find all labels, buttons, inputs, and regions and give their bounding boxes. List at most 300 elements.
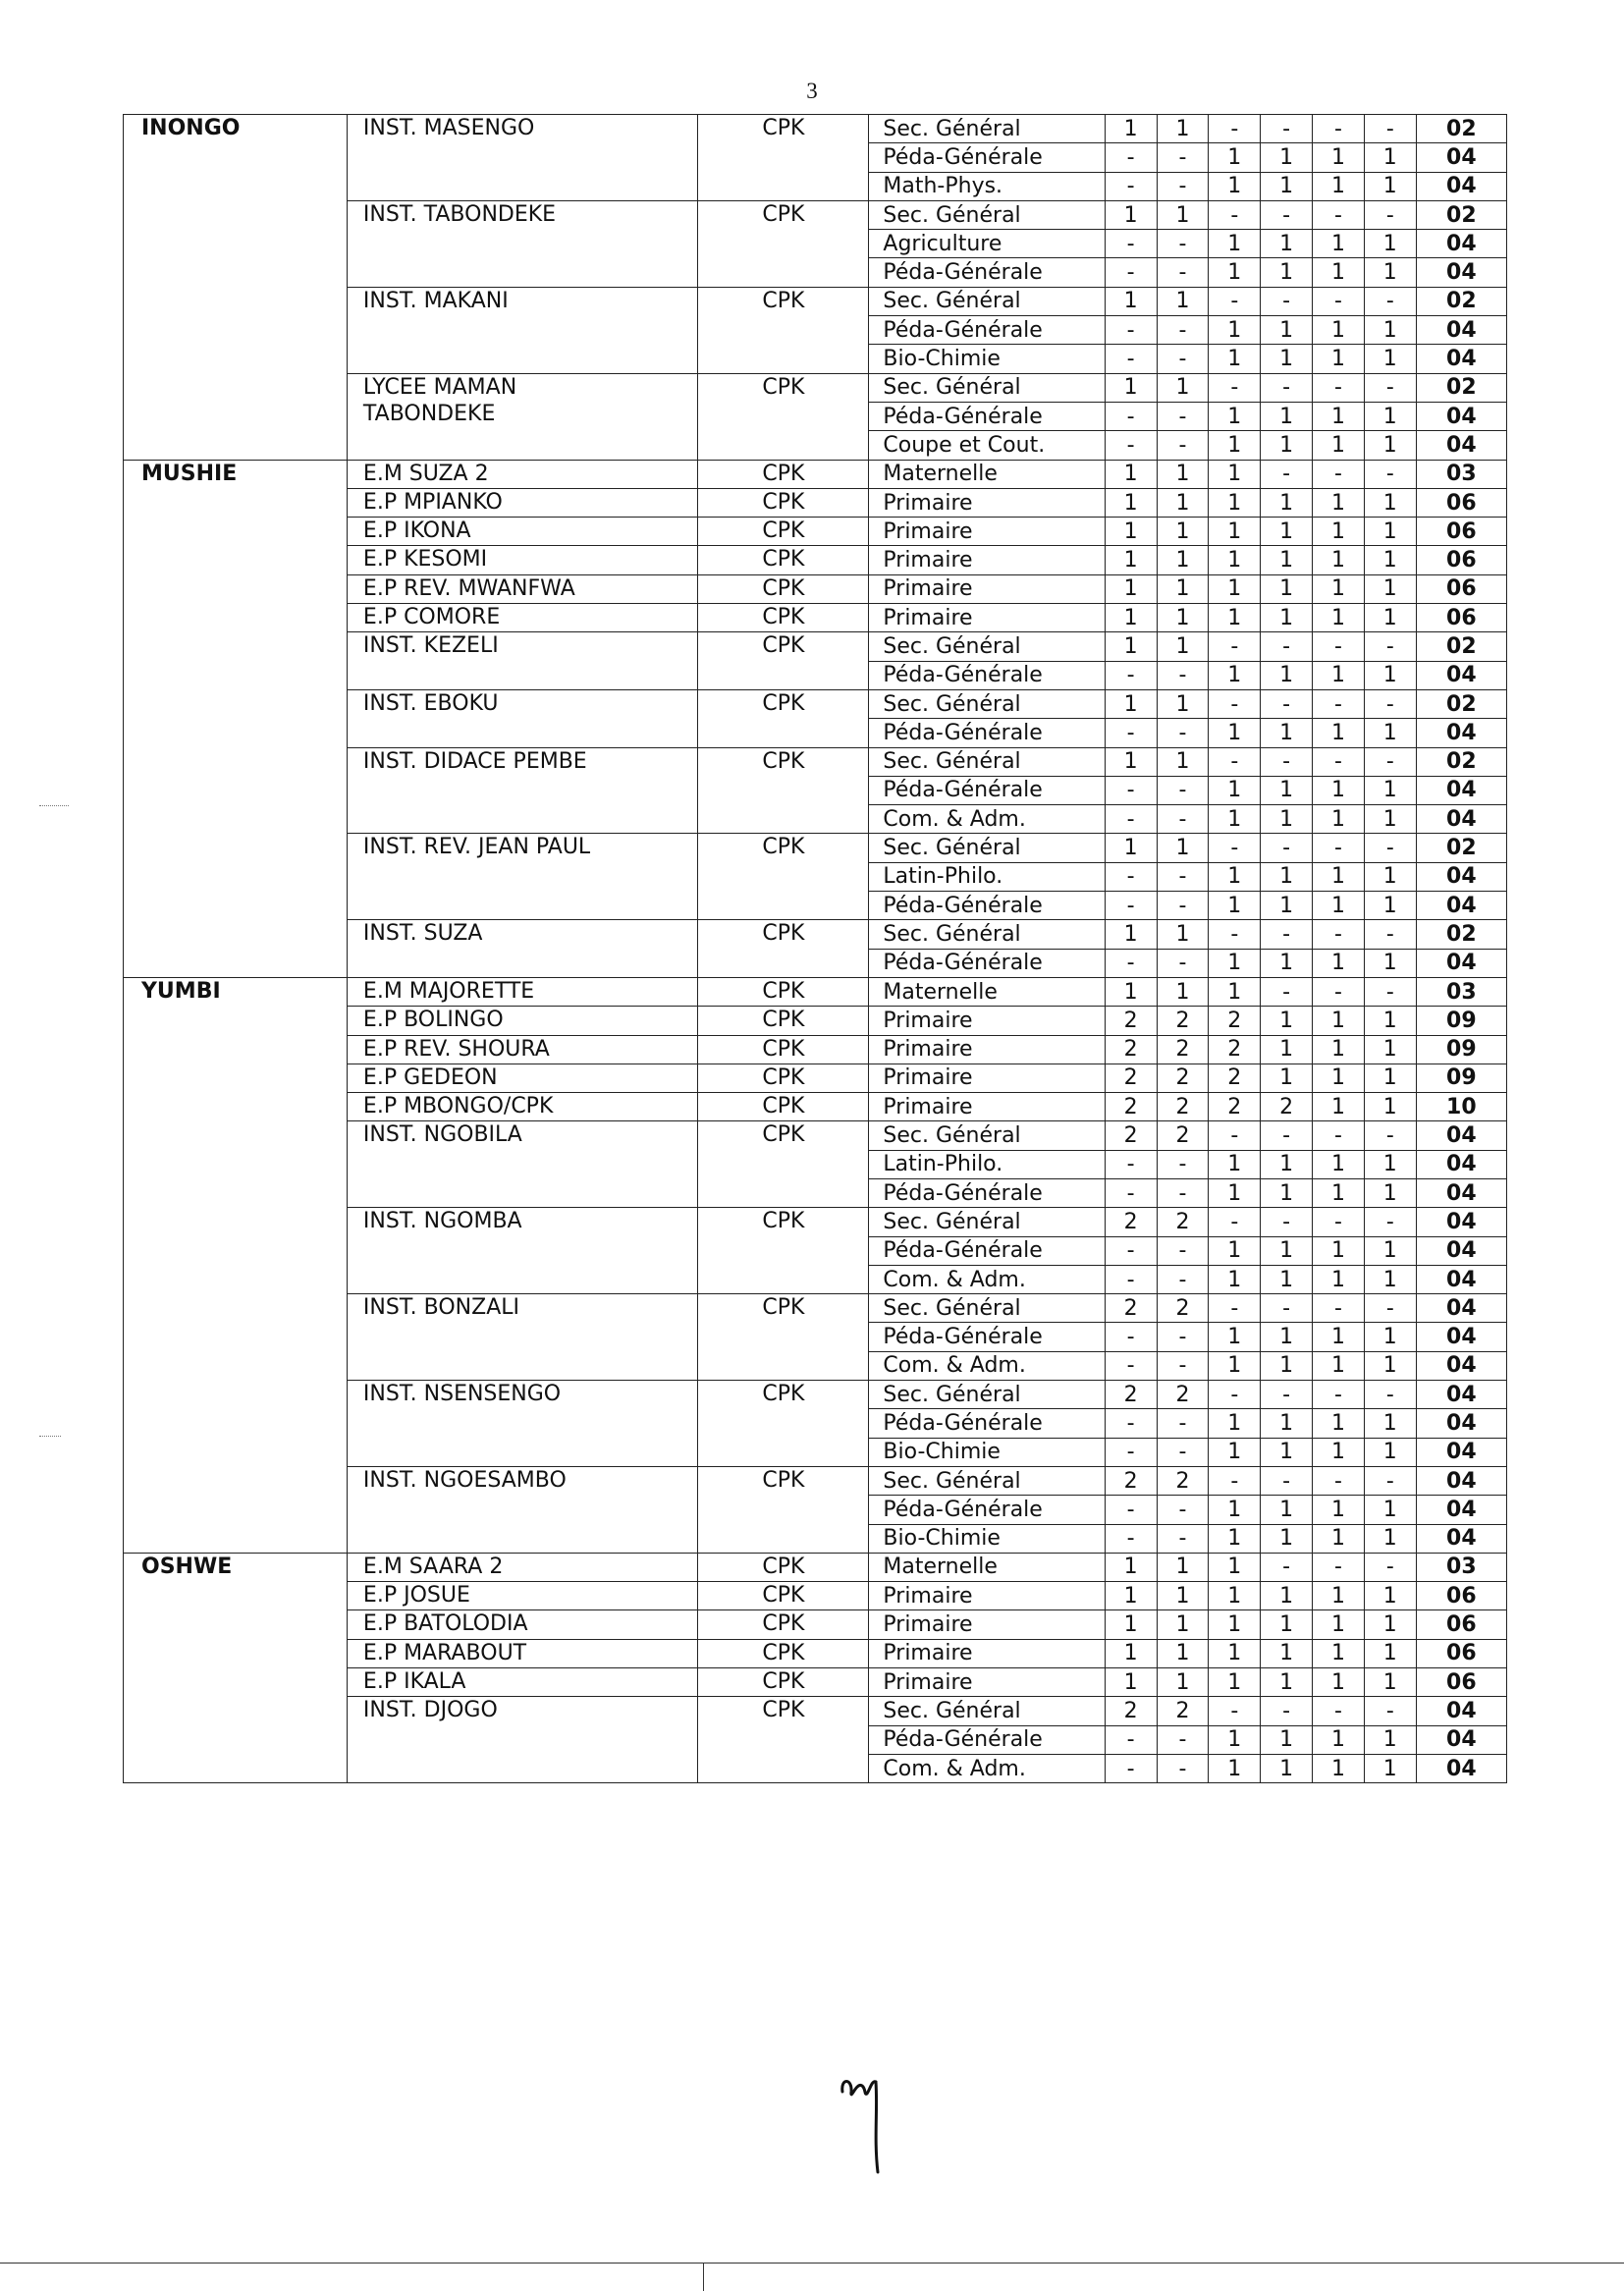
class-count-1: 1 bbox=[1105, 1610, 1157, 1639]
class-count-3: 2 bbox=[1209, 1064, 1261, 1092]
class-count-1: - bbox=[1105, 1351, 1157, 1380]
class-count-5: - bbox=[1313, 834, 1365, 862]
class-count-3: - bbox=[1209, 1697, 1261, 1725]
class-count-6: 1 bbox=[1364, 1668, 1416, 1697]
class-count-5: 1 bbox=[1313, 1035, 1365, 1064]
class-count-1: 1 bbox=[1105, 460, 1157, 488]
school-name bbox=[347, 920, 697, 978]
row-total: 04 bbox=[1416, 1725, 1506, 1754]
class-count-2: 1 bbox=[1157, 1639, 1209, 1667]
option-name: Primaire bbox=[869, 1093, 1105, 1121]
row-total: 06 bbox=[1416, 1582, 1506, 1610]
class-count-4: - bbox=[1261, 1121, 1313, 1150]
class-count-1: - bbox=[1105, 316, 1157, 345]
class-count-3: 1 bbox=[1209, 574, 1261, 603]
district-name: MUSHIE bbox=[124, 460, 348, 977]
school-name-line: E.P JOSUE bbox=[362, 1583, 470, 1609]
row-total: 04 bbox=[1416, 1351, 1506, 1380]
school-regime: CPK bbox=[698, 574, 869, 603]
class-count-6: 1 bbox=[1364, 1265, 1416, 1293]
class-count-4: 1 bbox=[1261, 402, 1313, 430]
class-count-5: 1 bbox=[1313, 1007, 1365, 1035]
option-name: Péda-Générale bbox=[869, 776, 1105, 804]
class-count-6: 1 bbox=[1364, 345, 1416, 373]
class-count-5: 1 bbox=[1313, 661, 1365, 689]
class-count-3: 1 bbox=[1209, 1553, 1261, 1581]
school-name-line: E.P MARABOUT bbox=[362, 1640, 527, 1665]
class-count-6: - bbox=[1364, 1553, 1416, 1581]
class-count-5: 1 bbox=[1313, 862, 1365, 891]
option-name: Primaire bbox=[869, 1582, 1105, 1610]
option-name: Math-Phys. bbox=[869, 172, 1105, 200]
class-count-6: 1 bbox=[1364, 488, 1416, 517]
class-count-5: - bbox=[1313, 1294, 1365, 1323]
row-total: 04 bbox=[1416, 316, 1506, 345]
class-count-5: 1 bbox=[1313, 172, 1365, 200]
class-count-6: 1 bbox=[1364, 719, 1416, 747]
class-count-4: - bbox=[1261, 1697, 1313, 1725]
school-regime: CPK bbox=[698, 546, 869, 574]
class-count-5: 1 bbox=[1313, 574, 1365, 603]
school-name-line: E.P IKONA bbox=[362, 518, 471, 544]
table-row bbox=[124, 1553, 1507, 1581]
option-name: Péda-Générale bbox=[869, 1725, 1105, 1754]
class-count-6: 1 bbox=[1364, 1323, 1416, 1351]
school-name-line: INST. SUZA bbox=[362, 921, 483, 947]
class-count-1: 2 bbox=[1105, 1121, 1157, 1150]
class-count-6: - bbox=[1364, 1697, 1416, 1725]
class-count-6: - bbox=[1364, 200, 1416, 229]
margin-mark bbox=[39, 805, 69, 806]
class-count-6: - bbox=[1364, 1381, 1416, 1409]
row-total: 09 bbox=[1416, 1007, 1506, 1035]
class-count-3: - bbox=[1209, 834, 1261, 862]
school-name bbox=[347, 460, 697, 488]
class-count-1: 1 bbox=[1105, 1582, 1157, 1610]
class-count-6: 1 bbox=[1364, 776, 1416, 804]
school-name-line: INST. TABONDEKE bbox=[362, 201, 557, 227]
class-count-5: 1 bbox=[1313, 1582, 1365, 1610]
school-regime: CPK bbox=[698, 747, 869, 834]
option-name: Sec. Général bbox=[869, 1697, 1105, 1725]
option-name: Sec. Général bbox=[869, 920, 1105, 949]
school-regime: CPK bbox=[698, 1582, 869, 1610]
option-name: Sec. Général bbox=[869, 1294, 1105, 1323]
class-count-4: 1 bbox=[1261, 892, 1313, 920]
school-name bbox=[347, 1121, 697, 1208]
class-count-2: 2 bbox=[1157, 1697, 1209, 1725]
class-count-4: 1 bbox=[1261, 546, 1313, 574]
class-count-2: 2 bbox=[1157, 1121, 1209, 1150]
class-count-2: - bbox=[1157, 402, 1209, 430]
class-count-6: - bbox=[1364, 689, 1416, 718]
class-count-3: 1 bbox=[1209, 1524, 1261, 1553]
class-count-4: - bbox=[1261, 460, 1313, 488]
class-count-5: 1 bbox=[1313, 1754, 1365, 1782]
class-count-2: - bbox=[1157, 143, 1209, 172]
school-name-line: INST. NGOESAMBO bbox=[362, 1467, 567, 1493]
class-count-3: 1 bbox=[1209, 431, 1261, 460]
class-count-5: - bbox=[1313, 1466, 1365, 1495]
class-count-2: - bbox=[1157, 661, 1209, 689]
class-count-1: - bbox=[1105, 230, 1157, 258]
class-count-6: 1 bbox=[1364, 1178, 1416, 1207]
school-name-line: INST. NGOMBA bbox=[362, 1209, 522, 1234]
option-name: Sec. Général bbox=[869, 115, 1105, 143]
class-count-2: 1 bbox=[1157, 574, 1209, 603]
row-total: 04 bbox=[1416, 661, 1506, 689]
school-name-line: INST. DJOGO bbox=[362, 1698, 498, 1723]
option-name: Péda-Générale bbox=[869, 661, 1105, 689]
row-total: 06 bbox=[1416, 604, 1506, 632]
option-name: Péda-Générale bbox=[869, 1409, 1105, 1438]
class-count-5: - bbox=[1313, 632, 1365, 661]
option-name: Com. & Adm. bbox=[869, 805, 1105, 834]
class-count-4: - bbox=[1261, 1208, 1313, 1236]
class-count-3: 1 bbox=[1209, 143, 1261, 172]
class-count-3: 1 bbox=[1209, 977, 1261, 1006]
class-count-6: - bbox=[1364, 1294, 1416, 1323]
row-total: 04 bbox=[1416, 172, 1506, 200]
class-count-6: - bbox=[1364, 834, 1416, 862]
class-count-6: - bbox=[1364, 920, 1416, 949]
class-count-1: 1 bbox=[1105, 834, 1157, 862]
class-count-4: - bbox=[1261, 1381, 1313, 1409]
class-count-3: - bbox=[1209, 920, 1261, 949]
school-name-line: E.P GEDEON bbox=[362, 1064, 498, 1090]
class-count-3: - bbox=[1209, 373, 1261, 402]
row-total: 04 bbox=[1416, 258, 1506, 287]
class-count-3: 1 bbox=[1209, 1178, 1261, 1207]
option-name: Sec. Général bbox=[869, 200, 1105, 229]
row-total: 04 bbox=[1416, 431, 1506, 460]
class-count-3: 1 bbox=[1209, 1668, 1261, 1697]
class-count-5: - bbox=[1313, 1553, 1365, 1581]
school-name bbox=[347, 1381, 697, 1467]
school-name bbox=[347, 834, 697, 920]
class-count-2: 1 bbox=[1157, 747, 1209, 776]
class-count-3: 1 bbox=[1209, 1438, 1261, 1466]
class-count-6: 1 bbox=[1364, 1754, 1416, 1782]
school-name bbox=[347, 977, 697, 1006]
class-count-2: - bbox=[1157, 1754, 1209, 1782]
option-name: Maternelle bbox=[869, 977, 1105, 1006]
school-name-line: E.P BATOLODIA bbox=[362, 1611, 528, 1637]
row-total: 02 bbox=[1416, 287, 1506, 315]
class-count-5: 1 bbox=[1313, 776, 1365, 804]
school-regime: CPK bbox=[698, 977, 869, 1006]
class-count-1: 1 bbox=[1105, 920, 1157, 949]
class-count-2: - bbox=[1157, 1178, 1209, 1207]
row-total: 04 bbox=[1416, 892, 1506, 920]
class-count-4: 1 bbox=[1261, 345, 1313, 373]
class-count-1: 1 bbox=[1105, 488, 1157, 517]
class-count-3: 1 bbox=[1209, 1639, 1261, 1667]
class-count-1: 2 bbox=[1105, 1697, 1157, 1725]
class-count-5: 1 bbox=[1313, 949, 1365, 977]
option-name: Maternelle bbox=[869, 460, 1105, 488]
class-count-6: 1 bbox=[1364, 546, 1416, 574]
class-count-6: 1 bbox=[1364, 1639, 1416, 1667]
class-count-1: 1 bbox=[1105, 1639, 1157, 1667]
class-count-4: - bbox=[1261, 977, 1313, 1006]
row-total: 04 bbox=[1416, 1409, 1506, 1438]
class-count-5: - bbox=[1313, 920, 1365, 949]
school-regime: CPK bbox=[698, 1610, 869, 1639]
class-count-4: 1 bbox=[1261, 1438, 1313, 1466]
class-count-1: - bbox=[1105, 1236, 1157, 1265]
class-count-3: - bbox=[1209, 1121, 1261, 1150]
class-count-2: 2 bbox=[1157, 1035, 1209, 1064]
class-count-6: - bbox=[1364, 1466, 1416, 1495]
option-name: Latin-Philo. bbox=[869, 862, 1105, 891]
class-count-5: 1 bbox=[1313, 1236, 1365, 1265]
class-count-6: 1 bbox=[1364, 1236, 1416, 1265]
school-regime: CPK bbox=[698, 689, 869, 747]
class-count-6: - bbox=[1364, 460, 1416, 488]
class-count-4: 1 bbox=[1261, 1524, 1313, 1553]
class-count-6: 1 bbox=[1364, 1035, 1416, 1064]
row-total: 06 bbox=[1416, 1639, 1506, 1667]
school-name-line: INST. KEZELI bbox=[362, 633, 499, 659]
class-count-2: 2 bbox=[1157, 1208, 1209, 1236]
class-count-5: 1 bbox=[1313, 1524, 1365, 1553]
class-count-1: 1 bbox=[1105, 518, 1157, 546]
class-count-1: 1 bbox=[1105, 287, 1157, 315]
class-count-3: - bbox=[1209, 1208, 1261, 1236]
row-total: 04 bbox=[1416, 1178, 1506, 1207]
class-count-1: 2 bbox=[1105, 1294, 1157, 1323]
class-count-3: 1 bbox=[1209, 460, 1261, 488]
school-regime: CPK bbox=[698, 1093, 869, 1121]
class-count-3: - bbox=[1209, 115, 1261, 143]
class-count-4: 1 bbox=[1261, 949, 1313, 977]
class-count-1: - bbox=[1105, 1496, 1157, 1524]
class-count-4: 1 bbox=[1261, 1610, 1313, 1639]
school-name bbox=[347, 1035, 697, 1064]
school-name-line: INST. NSENSENGO bbox=[362, 1382, 562, 1407]
school-name-line: E.P REV. MWANFWA bbox=[362, 575, 575, 601]
school-name-line: E.P IKALA bbox=[362, 1669, 466, 1695]
class-count-4: 1 bbox=[1261, 805, 1313, 834]
school-regime: CPK bbox=[698, 1064, 869, 1092]
school-name bbox=[347, 1553, 697, 1581]
class-count-5: 1 bbox=[1313, 1323, 1365, 1351]
row-total: 04 bbox=[1416, 1466, 1506, 1495]
option-name: Sec. Général bbox=[869, 1121, 1105, 1150]
class-count-5: - bbox=[1313, 1121, 1365, 1150]
class-count-3: 1 bbox=[1209, 1265, 1261, 1293]
class-count-6: 1 bbox=[1364, 431, 1416, 460]
class-count-2: - bbox=[1157, 1150, 1209, 1178]
row-total: 04 bbox=[1416, 776, 1506, 804]
class-count-5: 1 bbox=[1313, 1725, 1365, 1754]
school-name bbox=[347, 373, 697, 460]
class-count-2: - bbox=[1157, 172, 1209, 200]
class-count-5: 1 bbox=[1313, 892, 1365, 920]
option-name: Latin-Philo. bbox=[869, 1150, 1105, 1178]
class-count-1: - bbox=[1105, 1150, 1157, 1178]
school-name bbox=[347, 689, 697, 747]
class-count-4: 1 bbox=[1261, 1323, 1313, 1351]
school-name-line: E.M MAJORETTE bbox=[362, 978, 535, 1004]
class-count-6: 1 bbox=[1364, 661, 1416, 689]
class-count-3: 1 bbox=[1209, 1409, 1261, 1438]
school-regime: CPK bbox=[698, 1639, 869, 1667]
class-count-1: - bbox=[1105, 661, 1157, 689]
option-name: Primaire bbox=[869, 1035, 1105, 1064]
class-count-1: - bbox=[1105, 776, 1157, 804]
class-count-2: - bbox=[1157, 1323, 1209, 1351]
class-count-6: 1 bbox=[1364, 1610, 1416, 1639]
class-count-6: 1 bbox=[1364, 143, 1416, 172]
class-count-5: 1 bbox=[1313, 604, 1365, 632]
row-total: 03 bbox=[1416, 460, 1506, 488]
class-count-1: - bbox=[1105, 402, 1157, 430]
option-name: Primaire bbox=[869, 546, 1105, 574]
row-total: 06 bbox=[1416, 546, 1506, 574]
row-total: 06 bbox=[1416, 488, 1506, 517]
option-name: Péda-Générale bbox=[869, 143, 1105, 172]
class-count-6: 1 bbox=[1364, 1524, 1416, 1553]
row-total: 02 bbox=[1416, 689, 1506, 718]
row-total: 02 bbox=[1416, 115, 1506, 143]
class-count-6: 1 bbox=[1364, 316, 1416, 345]
class-count-3: 1 bbox=[1209, 1150, 1261, 1178]
class-count-4: 1 bbox=[1261, 604, 1313, 632]
school-regime: CPK bbox=[698, 1381, 869, 1467]
row-total: 04 bbox=[1416, 143, 1506, 172]
option-name: Péda-Générale bbox=[869, 402, 1105, 430]
class-count-6: - bbox=[1364, 1121, 1416, 1150]
row-total: 04 bbox=[1416, 1754, 1506, 1782]
class-count-6: 1 bbox=[1364, 1150, 1416, 1178]
class-count-2: - bbox=[1157, 1409, 1209, 1438]
option-name: Bio-Chimie bbox=[869, 1438, 1105, 1466]
option-name: Sec. Général bbox=[869, 1466, 1105, 1495]
option-name: Primaire bbox=[869, 1064, 1105, 1092]
class-count-5: - bbox=[1313, 460, 1365, 488]
class-count-4: 1 bbox=[1261, 661, 1313, 689]
class-count-2: 2 bbox=[1157, 1064, 1209, 1092]
class-count-4: 1 bbox=[1261, 776, 1313, 804]
class-count-6: 1 bbox=[1364, 172, 1416, 200]
class-count-6: 1 bbox=[1364, 862, 1416, 891]
school-name bbox=[347, 1093, 697, 1121]
class-count-2: 1 bbox=[1157, 115, 1209, 143]
class-count-5: 1 bbox=[1313, 1064, 1365, 1092]
class-count-1: 2 bbox=[1105, 1007, 1157, 1035]
class-count-2: - bbox=[1157, 345, 1209, 373]
class-count-4: - bbox=[1261, 920, 1313, 949]
class-count-1: - bbox=[1105, 862, 1157, 891]
row-total: 04 bbox=[1416, 719, 1506, 747]
class-count-1: 2 bbox=[1105, 1208, 1157, 1236]
option-name: Péda-Générale bbox=[869, 1236, 1105, 1265]
class-count-4: 1 bbox=[1261, 1668, 1313, 1697]
row-total: 04 bbox=[1416, 805, 1506, 834]
row-total: 04 bbox=[1416, 1236, 1506, 1265]
class-count-5: 1 bbox=[1313, 1610, 1365, 1639]
class-count-4: 1 bbox=[1261, 1639, 1313, 1667]
class-count-5: 1 bbox=[1313, 431, 1365, 460]
option-name: Sec. Général bbox=[869, 1381, 1105, 1409]
row-total: 04 bbox=[1416, 1323, 1506, 1351]
school-name bbox=[347, 200, 697, 287]
class-count-2: 1 bbox=[1157, 689, 1209, 718]
class-count-2: - bbox=[1157, 776, 1209, 804]
class-count-3: 1 bbox=[1209, 546, 1261, 574]
school-name-line: E.M SUZA 2 bbox=[362, 461, 489, 486]
school-name bbox=[347, 1610, 697, 1639]
school-name-line: E.P BOLINGO bbox=[362, 1008, 504, 1033]
class-count-2: - bbox=[1157, 949, 1209, 977]
class-count-3: 1 bbox=[1209, 488, 1261, 517]
class-count-3: 1 bbox=[1209, 604, 1261, 632]
row-total: 10 bbox=[1416, 1093, 1506, 1121]
class-count-6: 1 bbox=[1364, 1438, 1416, 1466]
class-count-1: 1 bbox=[1105, 115, 1157, 143]
row-total: 04 bbox=[1416, 1496, 1506, 1524]
school-name-line: E.P REV. SHOURA bbox=[362, 1036, 550, 1062]
table-row bbox=[124, 460, 1507, 488]
class-count-6: 1 bbox=[1364, 604, 1416, 632]
class-count-1: - bbox=[1105, 1438, 1157, 1466]
class-count-1: 1 bbox=[1105, 546, 1157, 574]
district-name: INONGO bbox=[124, 115, 348, 461]
class-count-2: 1 bbox=[1157, 200, 1209, 229]
page-number: 3 bbox=[806, 79, 818, 103]
class-count-2: 1 bbox=[1157, 287, 1209, 315]
class-count-4: 1 bbox=[1261, 1754, 1313, 1782]
class-count-1: - bbox=[1105, 719, 1157, 747]
class-count-6: 1 bbox=[1364, 574, 1416, 603]
class-count-3: - bbox=[1209, 689, 1261, 718]
class-count-6: 1 bbox=[1364, 402, 1416, 430]
class-count-5: 1 bbox=[1313, 1496, 1365, 1524]
class-count-2: - bbox=[1157, 1725, 1209, 1754]
row-total: 03 bbox=[1416, 977, 1506, 1006]
class-count-1: 1 bbox=[1105, 200, 1157, 229]
school-regime: CPK bbox=[698, 373, 869, 460]
row-total: 04 bbox=[1416, 1208, 1506, 1236]
row-total: 04 bbox=[1416, 862, 1506, 891]
option-name: Primaire bbox=[869, 604, 1105, 632]
class-count-3: - bbox=[1209, 747, 1261, 776]
class-count-3: 1 bbox=[1209, 402, 1261, 430]
class-count-5: - bbox=[1313, 747, 1365, 776]
row-total: 06 bbox=[1416, 518, 1506, 546]
school-regime: CPK bbox=[698, 1697, 869, 1783]
class-count-1: 2 bbox=[1105, 1093, 1157, 1121]
class-count-5: 1 bbox=[1313, 402, 1365, 430]
row-total: 04 bbox=[1416, 1524, 1506, 1553]
class-count-1: - bbox=[1105, 258, 1157, 287]
option-name: Sec. Général bbox=[869, 632, 1105, 661]
class-count-4: - bbox=[1261, 1294, 1313, 1323]
class-count-4: - bbox=[1261, 689, 1313, 718]
school-name bbox=[347, 1582, 697, 1610]
class-count-3: 1 bbox=[1209, 719, 1261, 747]
footer-rule-tick bbox=[703, 2263, 704, 2291]
option-name: Péda-Générale bbox=[869, 719, 1105, 747]
class-count-5: 1 bbox=[1313, 345, 1365, 373]
class-count-6: - bbox=[1364, 1208, 1416, 1236]
district-name: YUMBI bbox=[124, 977, 348, 1553]
class-count-2: - bbox=[1157, 316, 1209, 345]
school-regime: CPK bbox=[698, 604, 869, 632]
class-count-2: 1 bbox=[1157, 1610, 1209, 1639]
